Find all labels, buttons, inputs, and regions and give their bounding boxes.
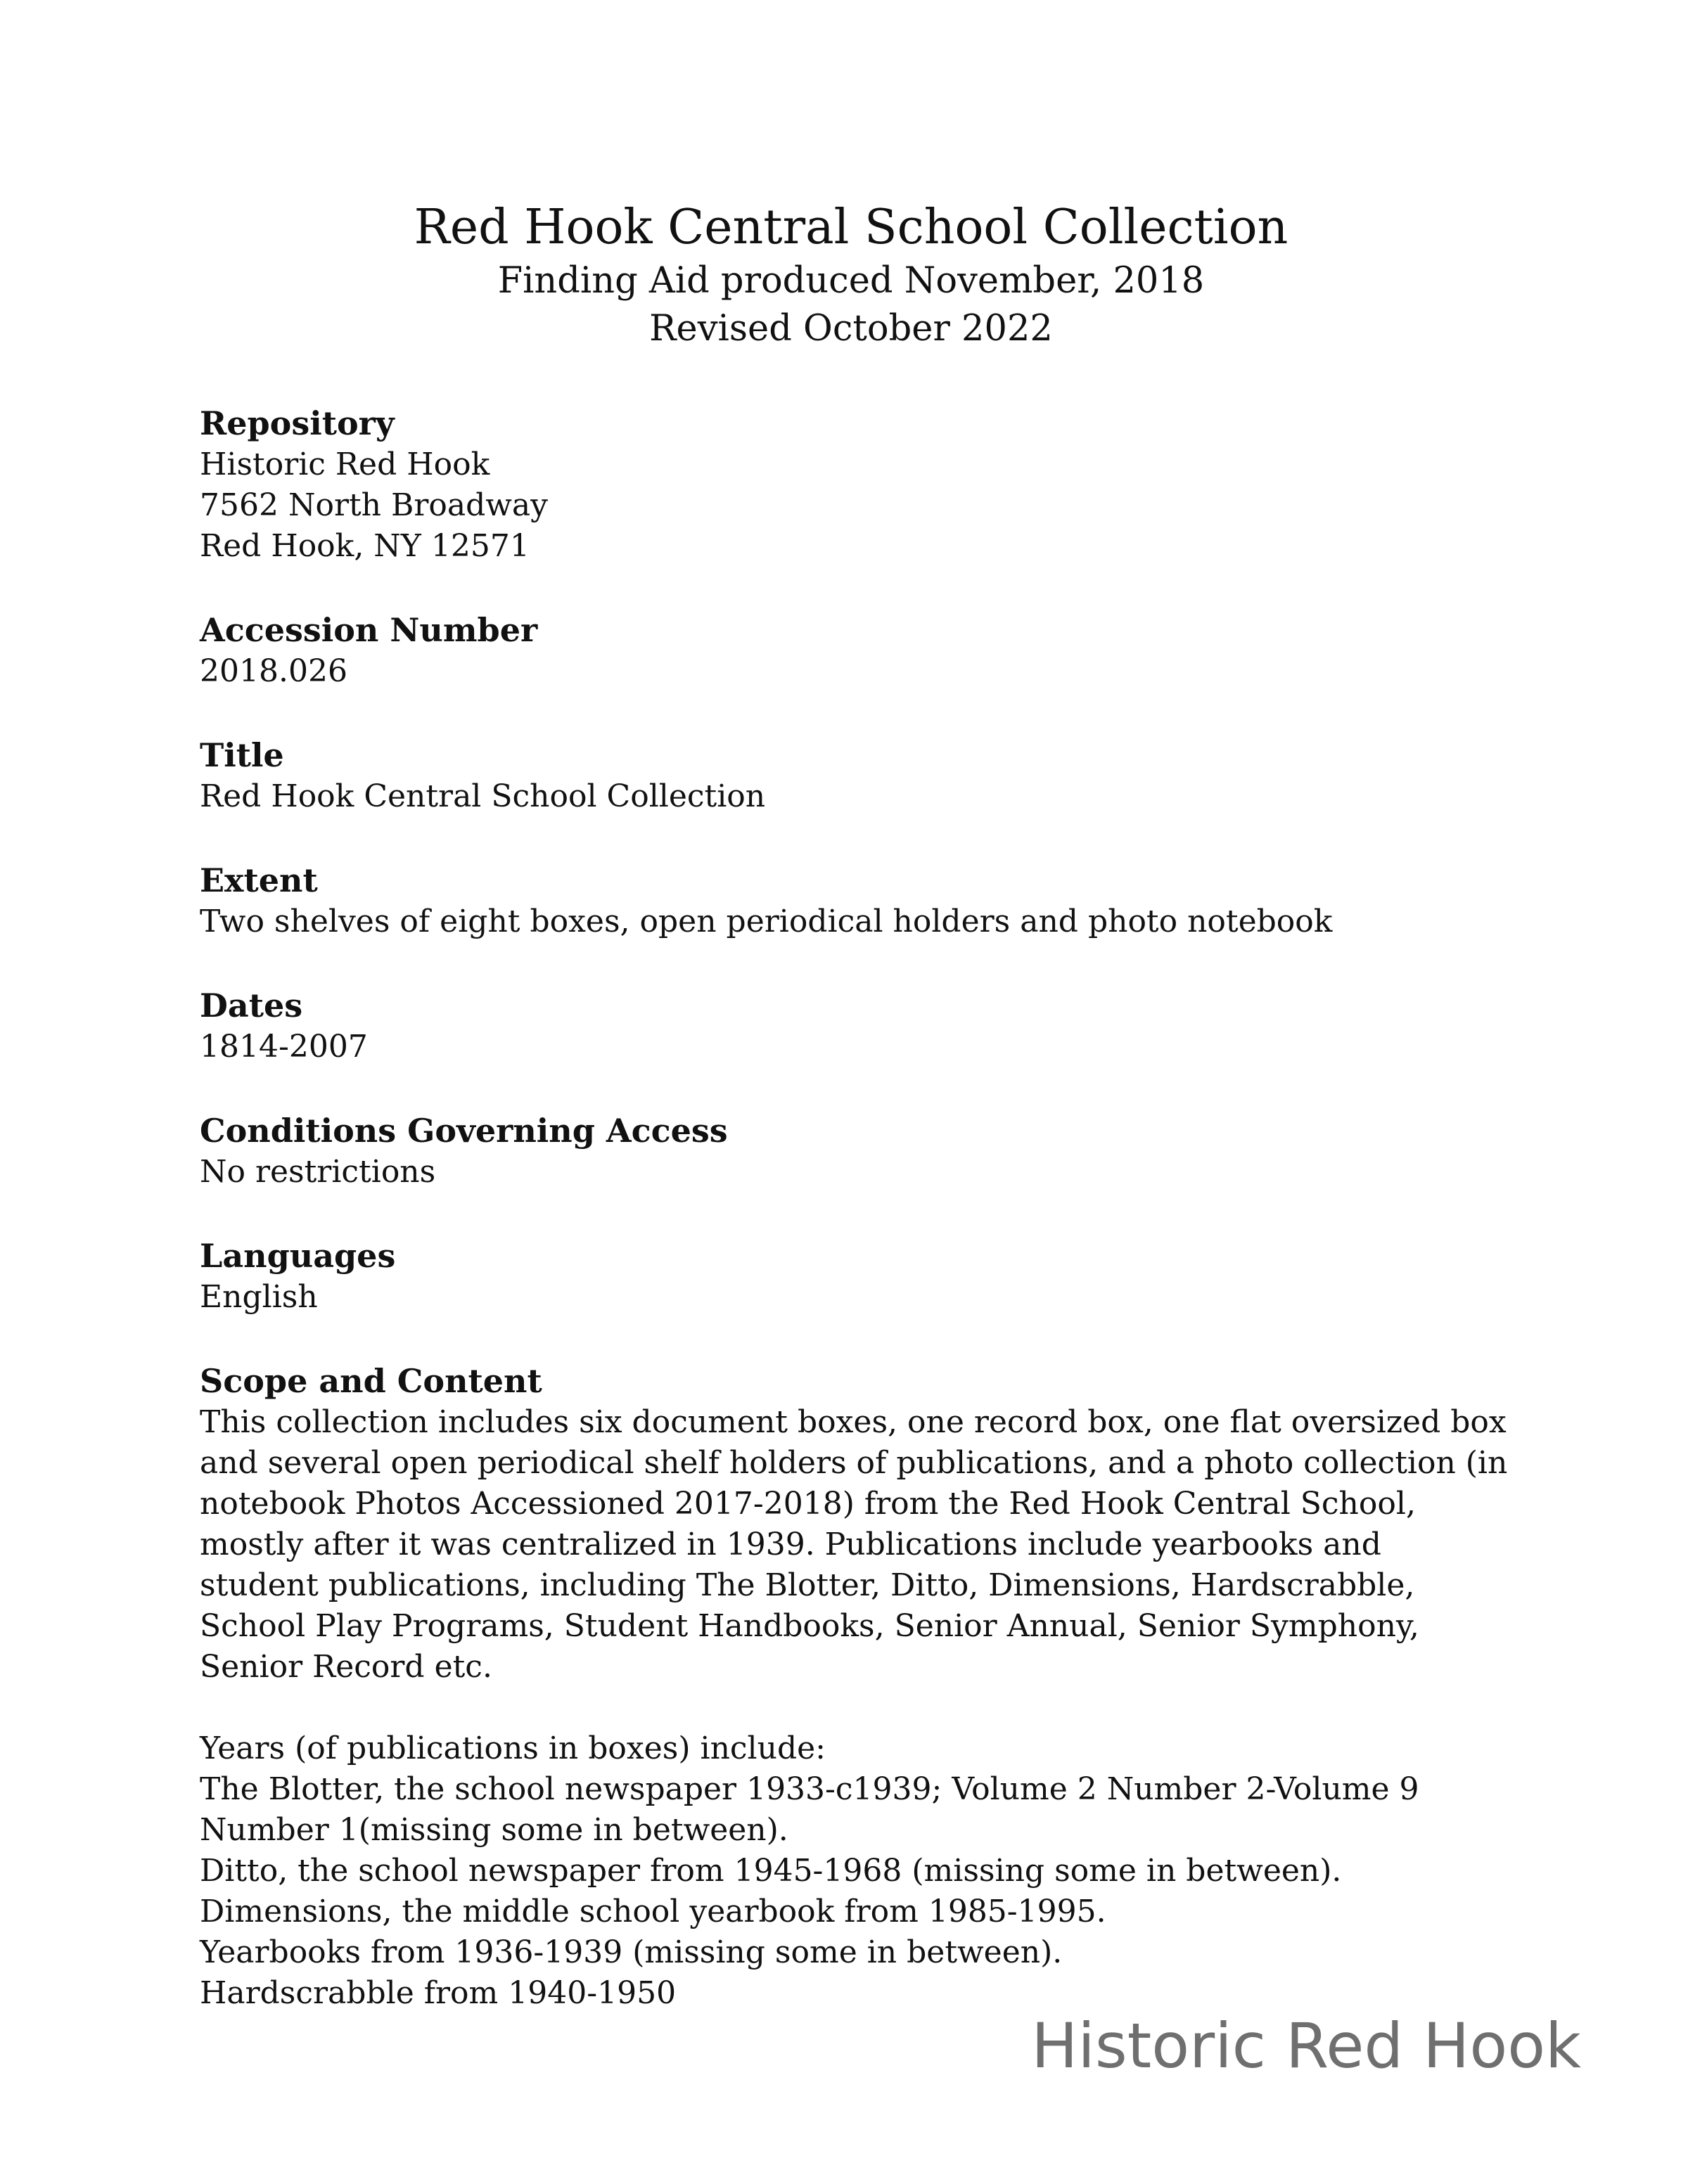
dates-heading: Dates: [200, 987, 303, 1024]
scope-section: [200, 1360, 1508, 2014]
repository-line: Red Hook, NY 12571: [200, 528, 530, 564]
accession-value: 2018.026: [200, 653, 347, 689]
access-heading: Conditions Governing Access: [200, 1112, 728, 1150]
years-line: The Blotter, the school newspaper 1933-c1939; Volume 2 Number 2-Volume 9 Number 1(missing some in between).: [200, 1771, 1419, 1848]
languages-value: English: [200, 1279, 318, 1315]
repository-line: 7562 North Broadway: [200, 487, 548, 523]
repository-line: Historic Red Hook: [200, 447, 490, 482]
years-intro: Years (of publications in boxes) include:: [200, 1730, 826, 1766]
extent-heading: Extent: [200, 861, 318, 899]
repository-heading: Repository: [200, 404, 395, 442]
extent-section: [200, 859, 1508, 942]
repository-section: [200, 402, 1508, 567]
title-section: [200, 734, 1508, 817]
dates-value: 1814-2007: [200, 1029, 368, 1065]
extent-value: Two shelves of eight boxes, open periodical holders and photo notebook: [200, 904, 1333, 939]
document-title: Red Hook Central School Collection: [414, 200, 1289, 255]
publication-years: [200, 1728, 1508, 2014]
years-line: Yearbooks from 1936-1939 (missing some in between).: [200, 1934, 1063, 1970]
dates-section: [200, 984, 1508, 1067]
years-line: Ditto, the school newspaper from 1945-1968 (missing some in between).: [200, 1853, 1342, 1889]
accession-heading: Accession Number: [200, 611, 538, 649]
scope-paragraph: This collection includes six document boxes, one record box, one flat oversized box and several open periodical shelf holders of publications, and a photo collection (in notebook Photos Accessioned 2017-2018) from the Red Hook Central School, mostly after it was centralized in 1939. Publications include yearbooks and student publications, including The Blotter, Ditto, Dimensions, Hardscrabble, School Play Programs, Student Handbooks, Senior Annual, Senior Symphony, Senior Record etc.: [200, 1404, 1508, 1685]
access-section: [200, 1110, 1508, 1193]
historic-red-hook-wordmark: Historic Red Hook: [1031, 2010, 1581, 2082]
years-line: Hardscrabble from 1940-1950: [200, 1975, 677, 2011]
accession-section: [200, 609, 1508, 692]
title-heading: Title: [200, 736, 284, 774]
scope-heading: Scope and Content: [200, 1362, 542, 1400]
document-header: [0, 198, 1688, 353]
finding-aid-body: [200, 402, 1508, 2056]
years-line: Dimensions, the middle school yearbook from 1985-1995.: [200, 1894, 1106, 1929]
languages-heading: Languages: [200, 1237, 396, 1275]
access-value: No restrictions: [200, 1154, 436, 1190]
title-value: Red Hook Central School Collection: [200, 778, 766, 814]
revised-date: Revised October 2022: [649, 308, 1053, 349]
languages-section: [200, 1235, 1508, 1318]
produced-date: Finding Aid produced November, 2018: [497, 260, 1205, 302]
